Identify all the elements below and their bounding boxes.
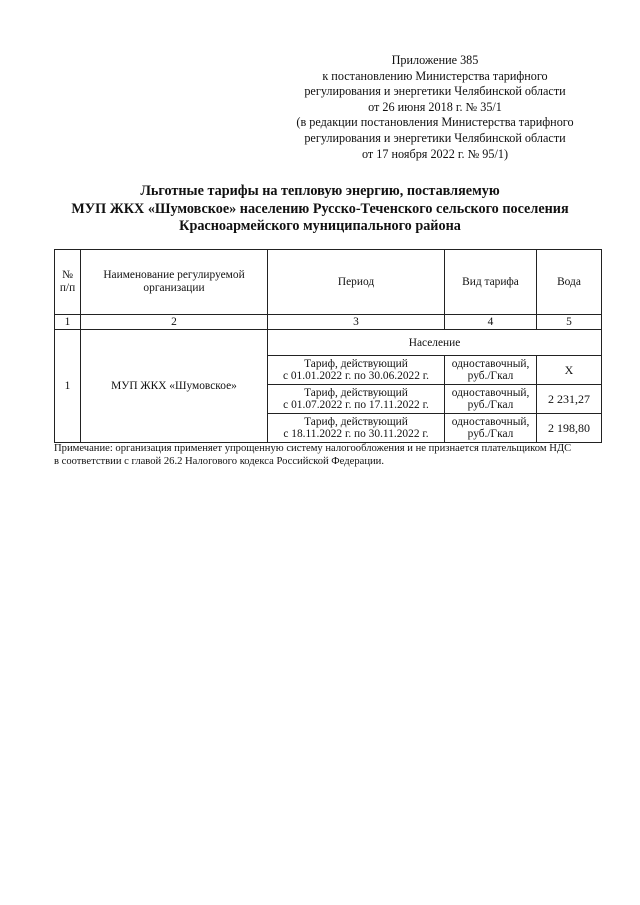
column-index: 2 xyxy=(81,315,268,330)
row-number: 1 xyxy=(55,330,81,443)
header-number: № п/п xyxy=(55,250,81,315)
appendix-line: регулирования и энергетики Челябинской области xyxy=(304,84,566,99)
appendix-line: Приложение 385 xyxy=(391,53,479,67)
appendix-block xyxy=(270,53,600,162)
rate-value: 2 231,27 xyxy=(537,385,602,414)
appendix-line: от 26 июня 2018 г. № 35/1 xyxy=(368,99,502,114)
rate-value: 2 198,80 xyxy=(537,414,602,443)
title-line: Красноармейского муниципального района xyxy=(179,218,461,234)
rate-type: одноставочный, руб./Гкал xyxy=(445,414,537,443)
appendix-line: от 17 ноября 2022 г. № 95/1) xyxy=(361,146,509,161)
appendix-line: (в редакции постановления Министерства тарифного xyxy=(296,115,574,130)
appendix-line: к постановлению Министерства тарифного xyxy=(322,68,548,83)
column-index: 3 xyxy=(268,315,445,330)
footnote xyxy=(54,442,614,468)
header-organization: Наименование регулируемой организации xyxy=(81,250,268,315)
rate-period: Тариф, действующий с 01.01.2022 г. по 30.06.2022 г. xyxy=(268,356,445,385)
table-row xyxy=(55,330,602,356)
header-water: Вода xyxy=(537,250,602,315)
column-index: 5 xyxy=(537,315,602,330)
footnote-line: Примечание: организация применяет упрощенную систему налогообложения и не признается плательщиком НДС xyxy=(54,443,572,454)
table-header-row xyxy=(55,250,602,315)
rate-type: одноставочный, руб./Гкал xyxy=(445,385,537,414)
header-tariff-type: Вид тарифа xyxy=(445,250,537,315)
column-index-row xyxy=(55,315,602,330)
footnote-line: в соответствии с главой 26.2 Налогового кодекса Российской Федерации. xyxy=(54,456,384,467)
document-title xyxy=(30,183,610,236)
title-line: Льготные тарифы на тепловую энергию, поставляемую xyxy=(140,183,500,199)
tariff-table xyxy=(54,249,602,443)
rate-period: Тариф, действующий с 18.11.2022 г. по 30.11.2022 г. xyxy=(268,414,445,443)
organization-name: МУП ЖКХ «Шумовское» xyxy=(81,330,268,443)
population-label: Население xyxy=(268,330,602,356)
column-index: 1 xyxy=(55,315,81,330)
appendix-line: регулирования и энергетики Челябинской области xyxy=(304,130,566,145)
column-index: 4 xyxy=(445,315,537,330)
rate-type: одноставочный, руб./Гкал xyxy=(445,356,537,385)
title-line: МУП ЖКХ «Шумовское» населению Русско-Теченского сельского поселения xyxy=(71,200,569,217)
rate-period: Тариф, действующий с 01.07.2022 г. по 17.11.2022 г. xyxy=(268,385,445,414)
header-period: Период xyxy=(268,250,445,315)
rate-value: Х xyxy=(537,356,602,385)
